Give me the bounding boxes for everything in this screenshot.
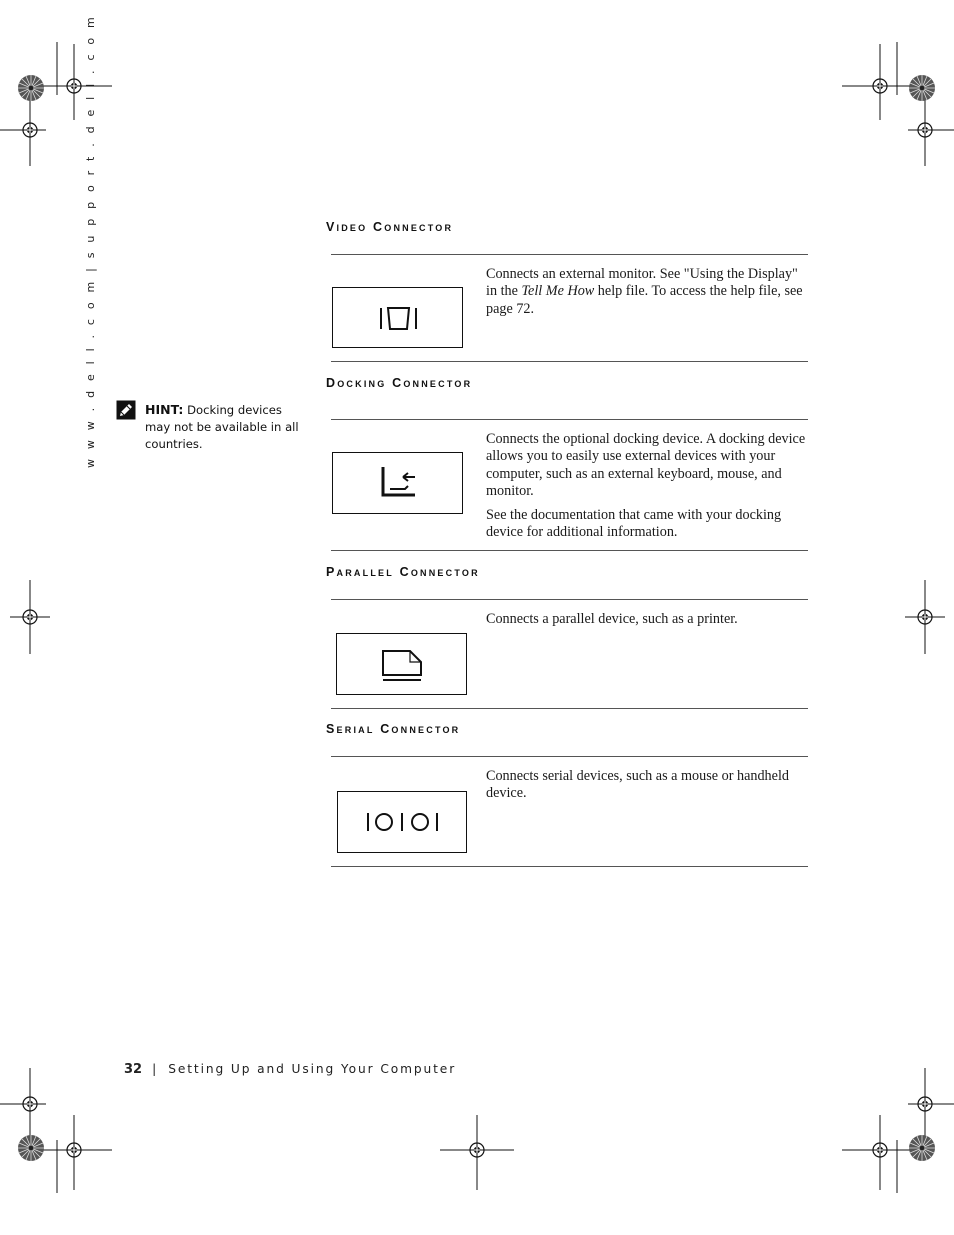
page-footer [124, 1062, 456, 1077]
serial-connector-icon [338, 792, 468, 854]
page-number: 32 [124, 1062, 143, 1077]
video-desc-part2: help file. To access the help file, see page 72. [486, 283, 803, 317]
hint-note [145, 401, 303, 453]
divider [331, 599, 808, 600]
divider [331, 756, 808, 757]
serial-desc-text: Connects serial devices, such as a mouse or handheld device. [486, 768, 789, 802]
serial-connector-box [337, 791, 467, 853]
video-connector-box [332, 287, 463, 348]
hint-pencil-icon [116, 400, 136, 420]
divider [331, 708, 808, 709]
parallel-connector-box [336, 633, 467, 695]
side-url-text: w w w . d e l l . c o m | s u p p o r t . d e l l . c o m [84, 14, 97, 468]
serial-connector-heading: Serial Connector [326, 722, 461, 736]
docking-desc-para2: See the documentation that came with your docking device for additional information. [486, 506, 782, 541]
divider [331, 550, 808, 551]
parallel-connector-icon [337, 634, 468, 696]
docking-connector-icon [333, 453, 464, 515]
docking-desc-para1: Connects the optional docking device. A docking device allows you to easily use external devices with your computer, such as an external keyboard, mouse, and monitor. [486, 431, 806, 500]
video-desc-em: Tell Me How [521, 283, 595, 300]
divider [331, 254, 808, 255]
serial-connector-description [486, 768, 808, 809]
docking-connector-description [486, 431, 808, 547]
video-connector-icon [333, 288, 464, 349]
parallel-desc-text: Connects a parallel device, such as a printer. [486, 611, 738, 627]
divider [331, 361, 808, 362]
chapter-title: Setting Up and Using Your Computer [168, 1062, 457, 1076]
hint-label: HINT: [145, 402, 184, 417]
divider [331, 419, 808, 420]
hint-text: Docking devices may not be available in all countries. [145, 403, 299, 451]
footer-separator: | [152, 1062, 157, 1076]
video-connector-description [486, 266, 808, 324]
divider [331, 866, 808, 867]
docking-connector-heading: Docking Connector [326, 376, 473, 390]
docking-connector-box [332, 452, 463, 514]
video-connector-heading: Video Connector [326, 220, 454, 234]
video-desc-part1: Connects an external monitor. See "Using the Display" in the [486, 266, 798, 300]
parallel-connector-description [486, 611, 808, 634]
parallel-connector-heading: Parallel Connector [326, 565, 480, 579]
